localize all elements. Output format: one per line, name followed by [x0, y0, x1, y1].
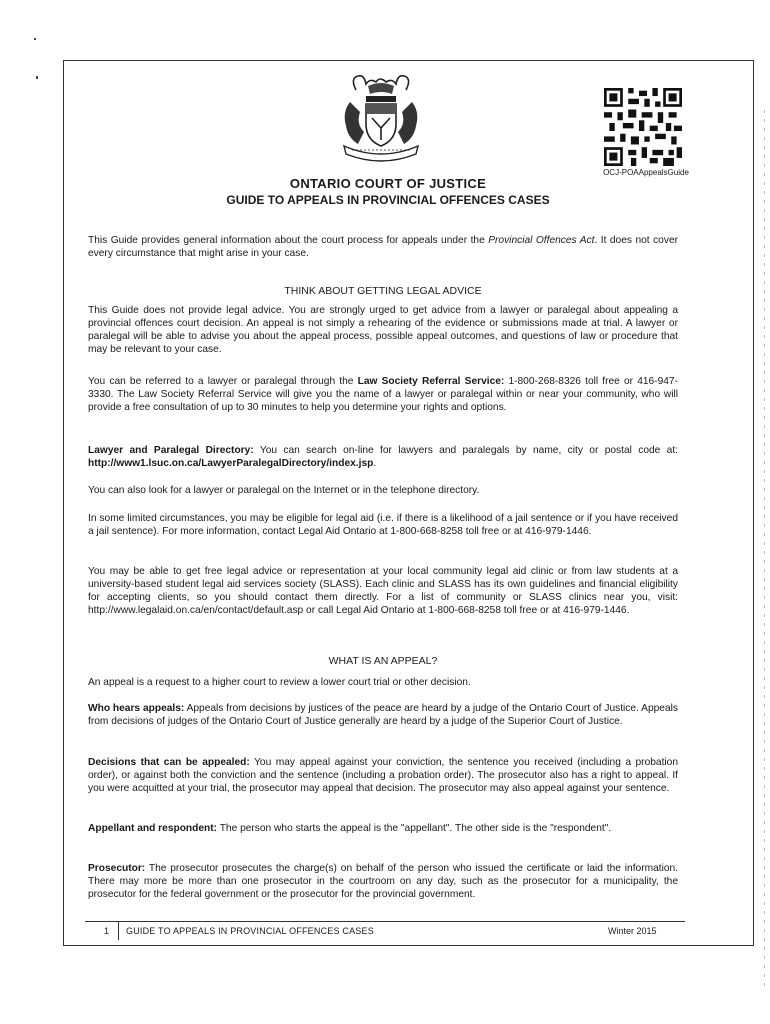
- scan-edge: [764, 110, 765, 990]
- guide-title: GUIDE TO APPEALS IN PROVINCIAL OFFENCES CASES: [226, 193, 550, 207]
- decisions-appealed: Decisions that can be appealed: You may appeal against your conviction, the sentence you received (including a probation order), or against both the conviction and the sentence (including a probation order). The prosecutor also has a right to appeal. If you were acquitted at your trial, the prosecutor may appeal that decision. The prosecutor may also appeal against your sentence.: [88, 757, 678, 794]
- who-hears-appeals: Who hears appeals: Appeals from decisions by justices of the peace are heard by a judge of the Ontario Court of Justice. Appeals from decisions of judges of the Ontario Court of Justice generally are heard by a judge of the Superior Court of Justice.: [88, 703, 678, 727]
- footer-title: GUIDE TO APPEALS IN PROVINCIAL OFFENCES CASES: [126, 926, 374, 936]
- legal-advice-heading: THINK ABOUT GETTING LEGAL ADVICE: [284, 285, 482, 297]
- footer-date: Winter 2015: [608, 926, 657, 936]
- what-is-appeal-heading: WHAT IS AN APPEAL?: [328, 655, 438, 667]
- footer-divider: [118, 922, 119, 940]
- referral-service-paragraph: You can be referred to a lawyer or paralegal through the Law Society Referral Service: 1-800-268-8326 toll free or 416-947-3330. The Law Society Referral Service will give you the name of a lawyer or paralegal within or near your community, who will provide a free consultation of up to 30 minutes to help you determine your rights and options.: [88, 376, 678, 413]
- page-number: 1: [104, 926, 110, 936]
- footer-rule: [85, 921, 685, 922]
- directory-paragraph: Lawyer and Paralegal Directory: You can search on-line for lawyers and paralegals by name, city or postal code at: http://www1.lsuc.on.ca/LawyerParalegalDirectory/index.jsp.: [88, 445, 678, 469]
- scan-speck: [36, 76, 38, 79]
- legal-aid-link[interactable]: http://www.legalaid.on.ca/en/contact/default.asp: [88, 605, 304, 616]
- act-name: Provincial Offences Act: [488, 235, 595, 246]
- qr-caption: OCJ-POAAppealsGuide: [603, 168, 689, 177]
- directory-alt-paragraph: You can also look for a lawyer or paralegal on the Internet or in the telephone directory.: [88, 485, 480, 496]
- legal-advice-paragraph-1: This Guide does not provide legal advice. You are strongly urged to get advice from a lawyer or paralegal about appealing a provincial offences court decision. An appeal is not simply a rehearing of the evidence or submissions made at trial. A lawyer or paralegal will be able to advise you about the appeal process, possible appeal outcomes, and questions of law or procedure that may be relevant to your case.: [88, 305, 678, 355]
- prosecutor-paragraph: Prosecutor: The prosecutor prosecutes the charge(s) on behalf of the person who issued the certificate or laid the information. There may more be more than one prosecutor in the courtroom on any day, such as the prosecutor for a municipality, the prosecutor for the federal government or the prosecutor for the provincial government.: [88, 863, 678, 900]
- legal-aid-paragraph: In some limited circumstances, you may be eligible for legal aid (i.e. if there is a likelihood of a jail sentence or if you have received a jail sentence). For more information, contact Legal Aid Ontario at 1-800-668-8258 toll free or at 416-979-1446.: [88, 513, 678, 537]
- appellant-respondent: Appellant and respondent: The person who starts the appeal is the "appellant". The other side is the "respondent".: [88, 823, 612, 834]
- intro-paragraph: This Guide provides general information about the court process for appeals under the Provincial Offences Act. It does not cover every circumstance that might arise in your case.: [88, 235, 678, 259]
- scan-speck: [34, 38, 36, 40]
- court-name: ONTARIO COURT OF JUSTICE: [289, 176, 487, 191]
- directory-link[interactable]: http://www1.lsuc.on.ca/LawyerParalegalDirectory/index.jsp: [88, 458, 374, 469]
- qr-code-icon[interactable]: [604, 88, 682, 166]
- appeal-definition: An appeal is a request to a higher court to review a lower court trial or other decision.: [88, 677, 471, 688]
- ontario-coat-of-arms-icon: [336, 72, 426, 164]
- clinic-paragraph: You may be able to get free legal advice or representation at your local community legal aid clinic or from law students at a university-based student legal aid services society (SLASS). Each clinic and SLASS has its own guidelines and financial eligibility for accepting clients, so you should contact them directly. For a list of community or SLASS clinics near you, visit: http://www.legalaid.on.ca/en/contact/default.asp or call Legal Aid Ontario at 1-800-668-8258 toll free or at 416-979-1446.: [88, 566, 678, 616]
